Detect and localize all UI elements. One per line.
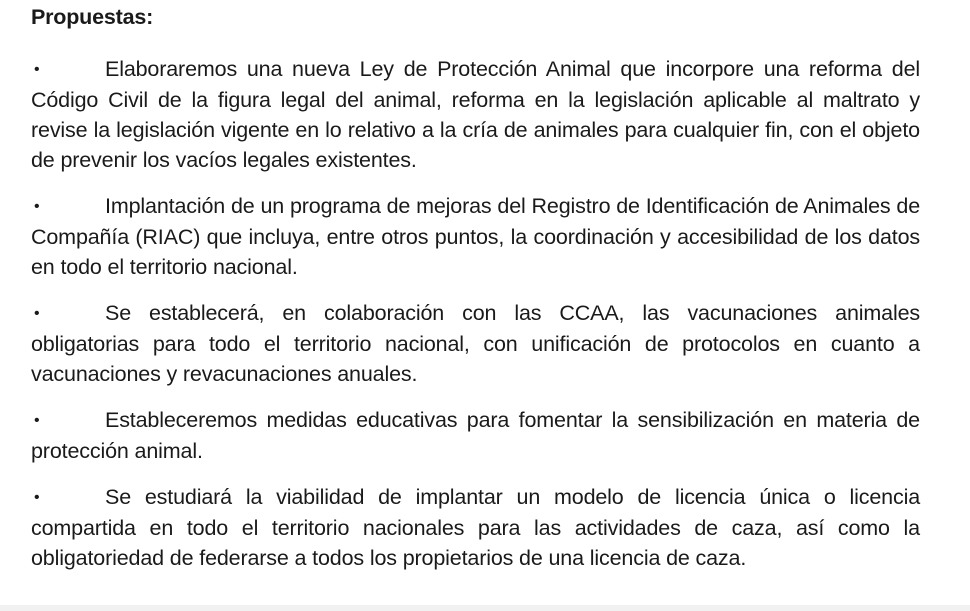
proposal-text: Estableceremos medidas educativas para fomentar la sensibilización en materia de protección animal. (31, 408, 920, 463)
proposal-text: Se establecerá, en colaboración con las CCAA, las vacunaciones animales obligatorias para todo el territorio nacional, con unificación de protocolos en cuanto a vacunaciones y revacunaciones anuales. (31, 301, 920, 386)
proposal-text: Elaboraremos una nueva Ley de Protección Animal que incorpore una reforma del Código Civil de la figura legal del animal, reforma en la legislación aplicable al maltrato y revise la legislación vigente en lo relativo a la cría de animales para cualquier fin, con el objeto de prevenir los vacíos legales existentes. (31, 57, 920, 172)
page-bottom-edge (0, 605, 970, 611)
proposal-item-licencia-unica-caza (31, 482, 920, 573)
bullet-dot-icon: • (34, 198, 40, 215)
bullet-icon (31, 405, 105, 436)
bullet-icon (31, 482, 105, 513)
bullet-dot-icon: • (34, 61, 40, 78)
bullet-dot-icon: • (34, 412, 40, 429)
bullet-icon (31, 54, 105, 85)
bullet-dot-icon: • (34, 489, 40, 506)
proposal-text: Se estudiará la viabilidad de implantar un modelo de licencia única o licencia compartida en todo el territorio nacionales para las actividades de caza, así como la obligatoriedad de federarse a todos los propietarios de una licencia de caza. (31, 485, 920, 570)
proposal-item-vacunaciones-ccaa (31, 298, 920, 389)
bullet-icon (31, 191, 105, 222)
proposal-text: Implantación de un programa de mejoras del Registro de Identificación de Animales de Compañía (RIAC) que incluya, entre otros puntos, la coordinación y accesibilidad de los datos en todo el territorio nacional. (31, 194, 920, 279)
document-content (31, 0, 920, 573)
page-heading: Propuestas: (31, 5, 154, 29)
proposal-item-medidas-educativas (31, 405, 920, 466)
bullet-dot-icon: • (34, 305, 40, 322)
proposal-item-ley-proteccion-animal (31, 54, 920, 175)
proposal-item-programa-riac (31, 191, 920, 282)
bullet-icon (31, 298, 105, 329)
proposal-list (31, 54, 920, 573)
